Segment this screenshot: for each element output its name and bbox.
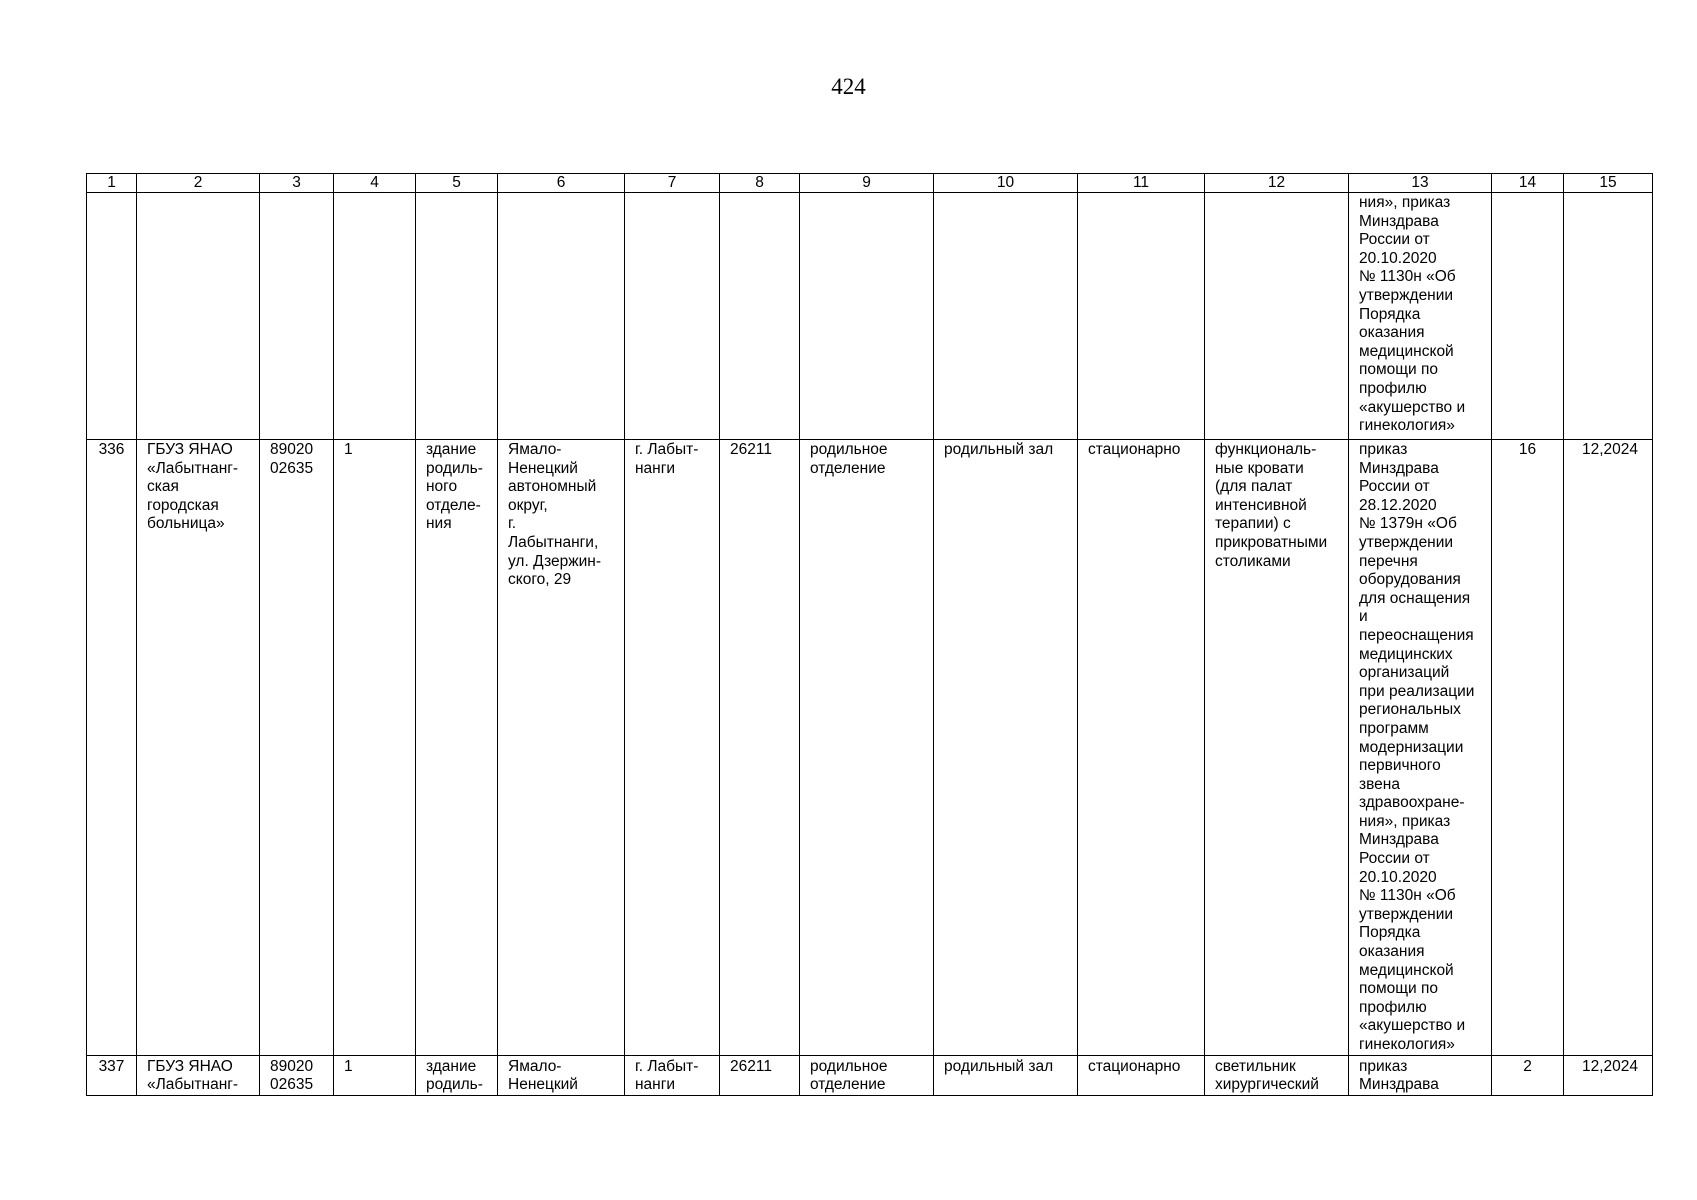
cell-code — [260, 193, 334, 440]
cell-city — [625, 193, 720, 440]
column-header: 3 — [260, 174, 334, 193]
column-header: 12 — [1205, 174, 1349, 193]
column-header: 14 — [1492, 174, 1564, 193]
column-header: 1 — [87, 174, 137, 193]
column-header: 10 — [934, 174, 1078, 193]
cell-department — [800, 193, 934, 440]
cell-number — [87, 193, 137, 440]
cell-building — [416, 193, 498, 440]
cell-care-type: стационарно — [1078, 440, 1205, 1056]
column-header: 8 — [720, 174, 800, 193]
cell-care-type: стационарно — [1078, 1055, 1205, 1095]
cell-building: здание родиль- — [416, 1055, 498, 1095]
cell-code: 89020 02635 — [260, 1055, 334, 1095]
cell-regulation: приказ Минздрава — [1349, 1055, 1492, 1095]
cell-quantity: 16 — [1492, 440, 1564, 1056]
cell-city: г. Лабыт- нанги — [625, 440, 720, 1056]
cell-quantity — [1492, 193, 1564, 440]
cell-oktmo — [720, 193, 800, 440]
cell-department: родильное отделение — [800, 440, 934, 1056]
cell-count — [334, 193, 416, 440]
cell-room: родильный зал — [934, 440, 1078, 1056]
table-row — [87, 440, 1653, 1056]
column-header: 4 — [334, 174, 416, 193]
column-header: 6 — [498, 174, 625, 193]
cell-address: Ямало- Ненецкий — [498, 1055, 625, 1095]
cell-date: 12,2024 — [1564, 440, 1653, 1056]
cell-care-type — [1078, 193, 1205, 440]
cell-oktmo: 26211 — [720, 440, 800, 1056]
cell-address — [498, 193, 625, 440]
cell-department: родильное отделение — [800, 1055, 934, 1095]
page-number: 424 — [831, 74, 866, 99]
table-row — [87, 193, 1653, 440]
column-header: 11 — [1078, 174, 1205, 193]
column-header: 2 — [137, 174, 260, 193]
cell-address: Ямало- Ненецкий автономный округ, г. Лабытнанги, ул. Дзержин- ского, 29 — [498, 440, 625, 1056]
cell-room: родильный зал — [934, 1055, 1078, 1095]
cell-room — [934, 193, 1078, 440]
column-header: 5 — [416, 174, 498, 193]
cell-equipment: светильник хирургический — [1205, 1055, 1349, 1095]
cell-building: здание родиль- ного отделе- ния — [416, 440, 498, 1056]
cell-date — [1564, 193, 1653, 440]
cell-number: 337 — [87, 1055, 137, 1095]
equipment-table — [86, 173, 1653, 1096]
table-row — [87, 1055, 1653, 1095]
cell-code: 89020 02635 — [260, 440, 334, 1056]
cell-date: 12,2024 — [1564, 1055, 1653, 1095]
cell-city: г. Лабыт- нанги — [625, 1055, 720, 1095]
column-header: 13 — [1349, 174, 1492, 193]
cell-number: 336 — [87, 440, 137, 1056]
column-header: 7 — [625, 174, 720, 193]
cell-equipment: функциональ- ные кровати (для палат интенсивной терапии) с прикроватными столиками — [1205, 440, 1349, 1056]
cell-count: 1 — [334, 1055, 416, 1095]
cell-regulation: ния», приказ Минздрава России от 20.10.2020 № 1130н «Об утверждении Порядка оказания медицинской помощи по профилю «акушерство и гинекология» — [1349, 193, 1492, 440]
cell-regulation: приказ Минздрава России от 28.12.2020 № 1379н «Об утверждении перечня оборудования для оснащения и переоснащения медицинских организаций при реализации региональных программ модернизации первичного звена здравоохране- ния», приказ Минздрава России от 20.10.2020 № 1130н «Об утверждении Порядка оказания медицинской помощи по профилю «акушерство и гинекология» — [1349, 440, 1492, 1056]
column-header: 15 — [1564, 174, 1653, 193]
cell-organization — [137, 193, 260, 440]
cell-organization: ГБУЗ ЯНАО «Лабытнанг- — [137, 1055, 260, 1095]
cell-equipment — [1205, 193, 1349, 440]
cell-quantity: 2 — [1492, 1055, 1564, 1095]
table-header-row — [87, 174, 1653, 193]
cell-oktmo: 26211 — [720, 1055, 800, 1095]
cell-count: 1 — [334, 440, 416, 1056]
column-header: 9 — [800, 174, 934, 193]
cell-organization: ГБУЗ ЯНАО «Лабытнанг- ская городская больница» — [137, 440, 260, 1056]
